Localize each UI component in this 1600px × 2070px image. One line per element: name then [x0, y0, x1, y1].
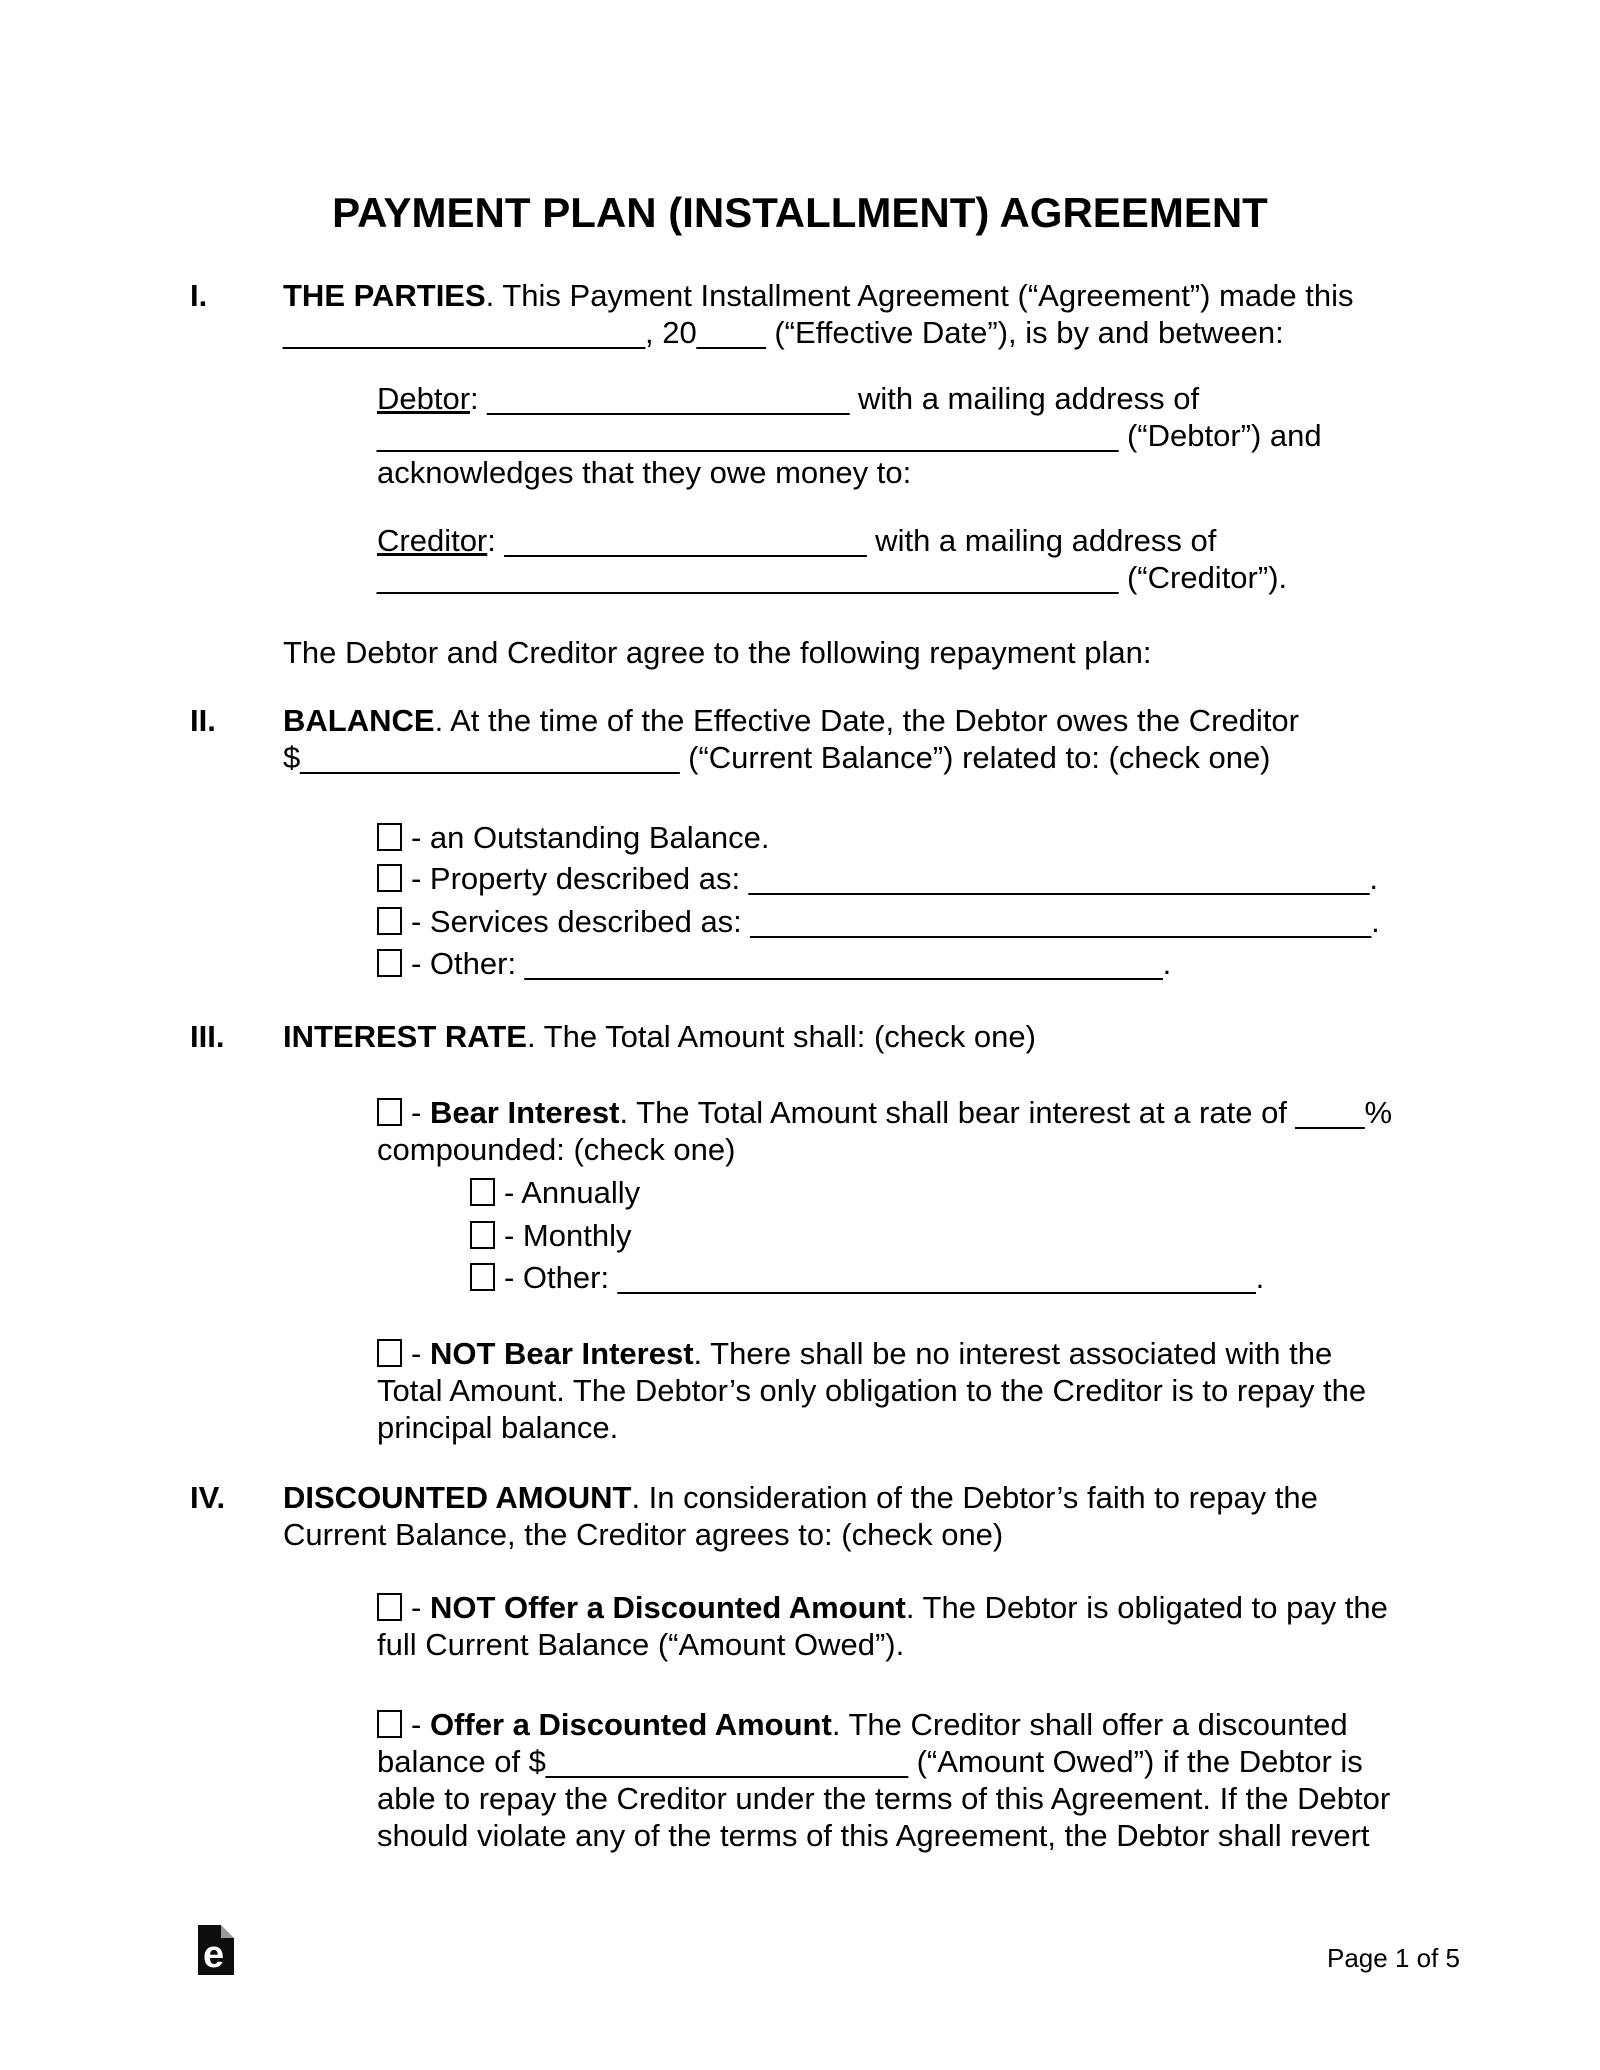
checkbox-icon[interactable] [377, 949, 402, 977]
text-line [283, 702, 1299, 739]
text-line [377, 1131, 1392, 1168]
section-2-balance [190, 702, 1299, 776]
checkbox-outstanding-balance [377, 819, 769, 856]
text-run: ____________________________________. [748, 861, 1378, 896]
text-run: - [411, 1336, 430, 1371]
checkbox-offer-discount [377, 1706, 1390, 1854]
text-line [470, 1259, 1264, 1296]
text-line [283, 277, 1353, 314]
text-run: Current Balance, the Creditor agrees to: (check one) [283, 1517, 1004, 1552]
text-run: compounded: (check one) [377, 1132, 736, 1167]
text-line [377, 1094, 1392, 1131]
text-run: BALANCE [283, 703, 435, 738]
checkbox-icon[interactable] [470, 1263, 495, 1291]
section-4-discounted-amount [190, 1479, 1318, 1553]
text-run: NOT Bear Interest [429, 1336, 694, 1371]
page-number-label: Page 1 of 5 [1327, 1943, 1460, 1973]
text-line [377, 380, 1322, 417]
checkbox-icon[interactable] [470, 1178, 495, 1206]
checkbox-icon[interactable] [377, 864, 402, 892]
checkbox-property [377, 860, 1378, 897]
text-run: - [411, 1095, 430, 1130]
text-line [377, 945, 1171, 982]
text-run: able to repay the Creditor under the terms of this Agreement. If the Debtor [377, 1781, 1391, 1816]
checkbox-annually [470, 1174, 640, 1211]
debtor-paragraph [377, 380, 1322, 491]
text-line [283, 1516, 1318, 1553]
checkbox-not-offer-discount [377, 1589, 1388, 1663]
text-line [377, 1780, 1390, 1817]
text-run: _____________________________________. [617, 1260, 1265, 1295]
text-run: balance of $_____________________ (“Amount Owed”) if the Debtor is [377, 1744, 1363, 1779]
text-line [377, 454, 1322, 491]
text-line [377, 417, 1322, 454]
checkbox-other-balance [377, 945, 1171, 982]
text-run: : [487, 523, 505, 558]
section-number: IV. [190, 1480, 226, 1515]
text-run: should violate any of the terms of this Agreement, the Debtor shall revert [377, 1818, 1370, 1853]
text-run: . This Payment Installment Agreement (“Agreement”) made this [485, 278, 1354, 313]
text-line [377, 522, 1287, 559]
section-1-the-parties [190, 277, 1354, 351]
text-line [283, 634, 1152, 671]
text-run: - [411, 1707, 430, 1742]
text-run: with a mailing address of [849, 381, 1200, 416]
text-run: - Other: [411, 946, 525, 981]
text-run: - Services described as: [411, 904, 751, 939]
text-run: . The Total Amount shall bear interest at a rate of ____% [619, 1095, 1393, 1130]
document-title: PAYMENT PLAN (INSTALLMENT) AGREEMENT [332, 189, 1268, 236]
text-run: full Current Balance (“Amount Owed”). [377, 1627, 905, 1662]
text-run: Debtor [377, 381, 471, 416]
text-run: _____________________ [504, 523, 867, 558]
checkbox-icon[interactable] [377, 1098, 402, 1126]
text-line [470, 1217, 631, 1254]
text-line [377, 1743, 1390, 1780]
text-run: _____________________ [487, 381, 850, 416]
text-run: DISCOUNTED AMOUNT [283, 1480, 632, 1515]
text-line [377, 1626, 1388, 1663]
checkbox-icon[interactable] [377, 907, 402, 935]
section-number: I. [190, 278, 208, 313]
text-run: THE PARTIES [283, 278, 486, 313]
checkbox-icon[interactable] [377, 1710, 402, 1738]
checkbox-other-compound [470, 1259, 1264, 1296]
text-run: . There shall be no interest associated with the [693, 1336, 1333, 1371]
eforms-logo-icon [198, 1925, 234, 1975]
text-line [283, 1479, 1318, 1516]
text-run: ___________________________________________ [377, 418, 1119, 453]
text-run: _____________________________________. [524, 946, 1172, 981]
checkbox-services [377, 903, 1380, 940]
text-run: . The Creditor shall offer a discounted [831, 1707, 1348, 1742]
text-run: Creditor [377, 523, 488, 558]
text-run: : [470, 381, 488, 416]
text-line [377, 819, 769, 856]
text-run: ____________________________________. [750, 904, 1380, 939]
text-run: (“Debtor”) and [1118, 418, 1322, 453]
text-run: - an Outstanding Balance. [411, 820, 770, 855]
text-run: - [411, 1590, 430, 1625]
text-run: acknowledges that they owe money to: [377, 455, 912, 490]
checkbox-monthly [470, 1217, 631, 1254]
text-run: . At the time of the Effective Date, the Debtor owes the Creditor [434, 703, 1299, 738]
checkbox-icon[interactable] [377, 1593, 402, 1621]
text-run: Bear Interest [429, 1095, 620, 1130]
text-line [470, 1174, 640, 1211]
text-run: with a mailing address of [866, 523, 1217, 558]
text-line [283, 739, 1299, 776]
text-line [377, 1409, 1366, 1446]
text-line [377, 903, 1380, 940]
text-run: Offer a Discounted Amount [429, 1707, 832, 1742]
checkbox-icon[interactable] [377, 823, 402, 851]
text-line [377, 860, 1378, 897]
text-run: ___________________________________________ [377, 560, 1119, 595]
text-line [377, 559, 1287, 596]
text-run: $______________________ (“Current Balance”) related to: (check one) [283, 740, 1271, 775]
text-line [377, 1817, 1390, 1854]
text-run: (“Creditor”). [1118, 560, 1288, 595]
text-run: . In consideration of the Debtor’s faith to repay the [631, 1480, 1318, 1515]
section-number: II. [190, 703, 216, 738]
repayment-intro [283, 634, 1152, 671]
text-run: . The Total Amount shall: (check one) [527, 1019, 1036, 1054]
text-run: Total Amount. The Debtor’s only obligation to the Creditor is to repay the [377, 1373, 1367, 1408]
text-run: INTEREST RATE [283, 1019, 527, 1054]
text-run: - Other: [504, 1260, 618, 1295]
checkbox-icon[interactable] [470, 1221, 495, 1249]
checkbox-icon[interactable] [377, 1339, 402, 1367]
text-run: - Monthly [504, 1218, 632, 1253]
text-run: - Property described as: [411, 861, 749, 896]
text-run: _____________________, 20____ (“Effective Date”), is by and between: [283, 315, 1284, 350]
text-line [377, 1335, 1366, 1372]
text-run: - Annually [504, 1175, 641, 1210]
checkbox-not-bear-interest [377, 1335, 1366, 1446]
text-line [377, 1589, 1388, 1626]
text-run: NOT Offer a Discounted Amount [429, 1590, 906, 1625]
eforms-logo-letter: e [203, 1934, 225, 1976]
text-line [377, 1706, 1390, 1743]
text-line [283, 1018, 1036, 1055]
checkbox-bear-interest [377, 1094, 1392, 1168]
text-line [377, 1372, 1366, 1409]
text-line [283, 314, 1353, 351]
text-run: . The Debtor is obligated to pay the [905, 1590, 1388, 1625]
section-3-interest-rate [190, 1018, 1036, 1055]
text-run: principal balance. [377, 1410, 619, 1445]
section-number: III. [190, 1019, 225, 1054]
creditor-paragraph [377, 522, 1287, 596]
text-run: The Debtor and Creditor agree to the following repayment plan: [283, 635, 1152, 670]
